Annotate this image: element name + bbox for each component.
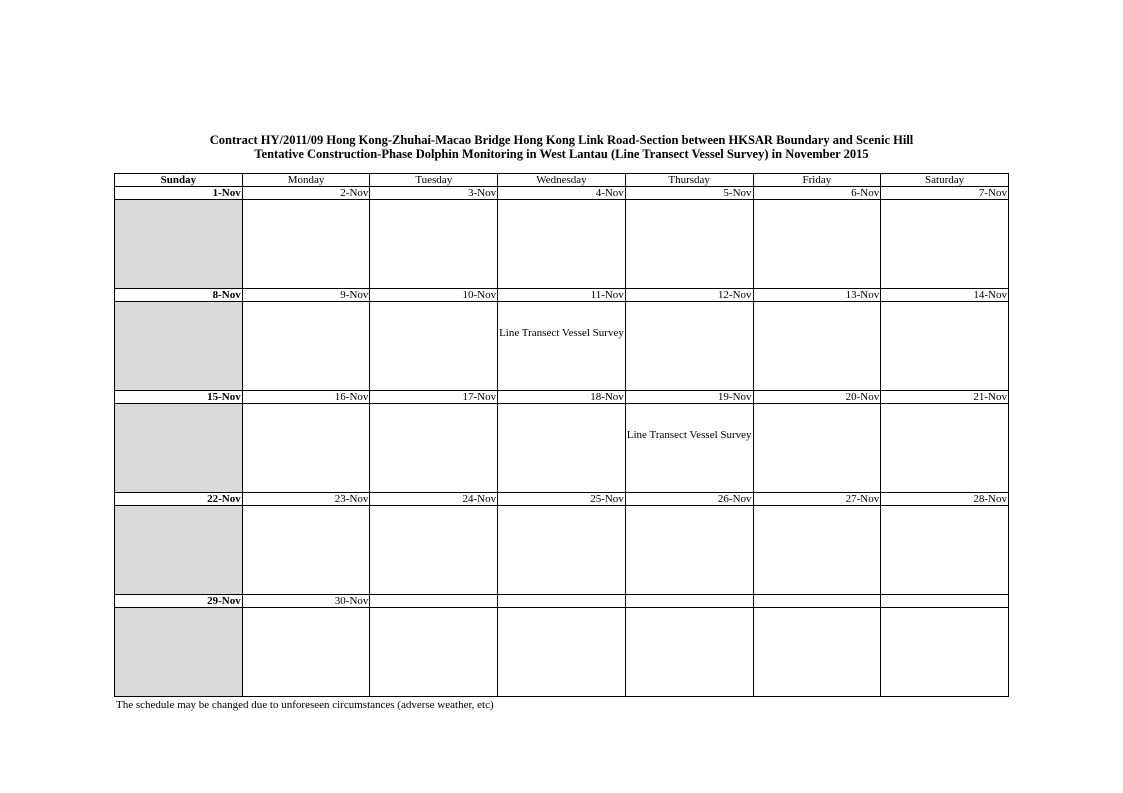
day-cell xyxy=(881,302,1009,391)
weekday-header: Monday xyxy=(242,174,370,187)
date-cell: 19-Nov xyxy=(625,391,753,404)
date-cell: 28-Nov xyxy=(881,493,1009,506)
day-cell-sunday xyxy=(115,200,243,289)
weekday-header: Wednesday xyxy=(498,174,626,187)
date-cell: 27-Nov xyxy=(753,493,881,506)
week-date-row xyxy=(115,187,1009,200)
date-cell: 4-Nov xyxy=(498,187,626,200)
date-cell: 20-Nov xyxy=(753,391,881,404)
day-cell xyxy=(242,608,370,697)
day-cell xyxy=(881,404,1009,493)
survey-event: Line Transect Vessel Survey xyxy=(499,327,624,339)
day-cell xyxy=(881,200,1009,289)
day-cell-sunday xyxy=(115,302,243,391)
date-cell xyxy=(625,595,753,608)
date-cell: 26-Nov xyxy=(625,493,753,506)
day-cell xyxy=(498,506,626,595)
date-cell: 11-Nov xyxy=(498,289,626,302)
day-cell xyxy=(625,200,753,289)
day-cell xyxy=(625,404,753,493)
date-cell: 29-Nov xyxy=(115,595,243,608)
date-cell xyxy=(370,595,498,608)
date-cell: 21-Nov xyxy=(881,391,1009,404)
date-cell: 24-Nov xyxy=(370,493,498,506)
day-cell xyxy=(881,608,1009,697)
day-cell xyxy=(370,608,498,697)
date-cell: 25-Nov xyxy=(498,493,626,506)
weekday-header: Thursday xyxy=(625,174,753,187)
weekday-header: Sunday xyxy=(115,174,243,187)
weekday-header: Saturday xyxy=(881,174,1009,187)
day-cell-sunday xyxy=(115,608,243,697)
date-cell: 6-Nov xyxy=(753,187,881,200)
day-cell-sunday xyxy=(115,404,243,493)
date-cell: 9-Nov xyxy=(242,289,370,302)
weekday-header: Tuesday xyxy=(370,174,498,187)
day-cell xyxy=(498,404,626,493)
date-cell: 1-Nov xyxy=(115,187,243,200)
date-cell: 12-Nov xyxy=(625,289,753,302)
week-body-row xyxy=(115,302,1009,391)
date-cell: 17-Nov xyxy=(370,391,498,404)
week-date-row xyxy=(115,595,1009,608)
date-cell xyxy=(498,595,626,608)
week-body-row xyxy=(115,506,1009,595)
date-cell xyxy=(753,595,881,608)
date-cell: 22-Nov xyxy=(115,493,243,506)
day-cell xyxy=(625,302,753,391)
day-cell xyxy=(881,506,1009,595)
date-cell: 7-Nov xyxy=(881,187,1009,200)
date-cell: 15-Nov xyxy=(115,391,243,404)
day-cell xyxy=(753,608,881,697)
date-cell: 8-Nov xyxy=(115,289,243,302)
day-cell xyxy=(498,200,626,289)
day-cell xyxy=(370,302,498,391)
week-body-row xyxy=(115,404,1009,493)
date-cell: 10-Nov xyxy=(370,289,498,302)
day-cell xyxy=(753,200,881,289)
day-cell xyxy=(498,302,626,391)
survey-event: Line Transect Vessel Survey xyxy=(626,429,752,441)
title-line-2: Tentative Construction-Phase Dolphin Monitoring in West Lantau (Line Transect Vessel Survey) in November 2015 xyxy=(254,147,869,161)
day-cell xyxy=(753,506,881,595)
calendar-table xyxy=(114,173,1009,697)
day-cell xyxy=(753,404,881,493)
weekday-header: Friday xyxy=(753,174,881,187)
date-cell: 14-Nov xyxy=(881,289,1009,302)
date-cell: 30-Nov xyxy=(242,595,370,608)
day-cell xyxy=(370,404,498,493)
day-cell xyxy=(370,506,498,595)
week-date-row xyxy=(115,493,1009,506)
weekday-header-row xyxy=(115,174,1009,187)
day-cell xyxy=(242,302,370,391)
date-cell: 16-Nov xyxy=(242,391,370,404)
day-cell xyxy=(370,200,498,289)
date-cell: 3-Nov xyxy=(370,187,498,200)
day-cell xyxy=(625,506,753,595)
day-cell xyxy=(625,608,753,697)
date-cell: 13-Nov xyxy=(753,289,881,302)
day-cell xyxy=(242,200,370,289)
week-date-row xyxy=(115,391,1009,404)
day-cell xyxy=(242,404,370,493)
date-cell xyxy=(881,595,1009,608)
day-cell xyxy=(498,608,626,697)
date-cell: 23-Nov xyxy=(242,493,370,506)
date-cell: 5-Nov xyxy=(625,187,753,200)
day-cell xyxy=(242,506,370,595)
date-cell: 18-Nov xyxy=(498,391,626,404)
week-body-row xyxy=(115,608,1009,697)
day-cell-sunday xyxy=(115,506,243,595)
date-cell: 2-Nov xyxy=(242,187,370,200)
day-cell xyxy=(753,302,881,391)
week-date-row xyxy=(115,289,1009,302)
title-line-1: Contract HY/2011/09 Hong Kong-Zhuhai-Macao Bridge Hong Kong Link Road-Section between HKSAR Boundary and Scenic Hill xyxy=(209,133,914,147)
schedule-note: The schedule may be changed due to unforeseen circumstances (adverse weather, etc) xyxy=(116,699,494,711)
week-body-row xyxy=(115,200,1009,289)
